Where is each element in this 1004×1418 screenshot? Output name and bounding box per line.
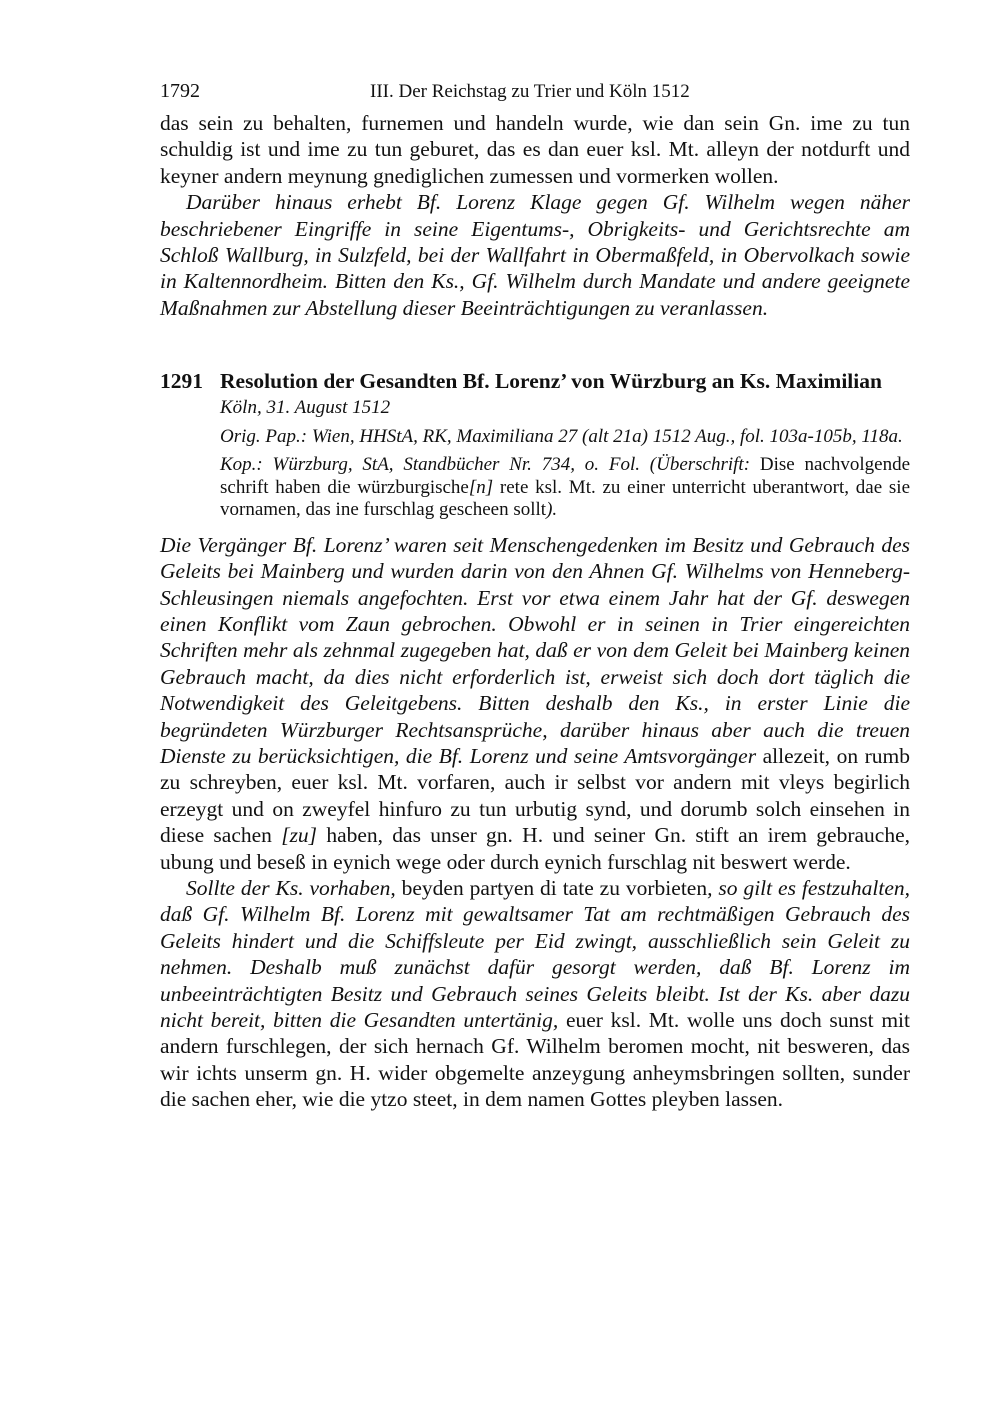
body-summary-2b: , so gilt es festzuhalten, daß Gf. Wilhelm Bf. Lorenz mit gewaltsamer Tat am rechtmäßigen Gebrauch des Geleits hindert und die Schiffsleute per Eid zwingt, ausschließlich sein Geleit zu nehmen. Deshalb muß zunächst dafür gesorgt werden, daß Bf. Lorenz im unbeeinträchtigten Besitz und Gebrauch seines Geleits bleibt. Ist der Ks. aber dazu nicht bereit, bitten die Gesandten untertänig, bbox=[160, 876, 910, 1033]
entry-number: 1291 bbox=[160, 369, 203, 394]
entry-heading bbox=[160, 367, 910, 395]
intro-paragraph: das sein zu behalten, furnemen und handeln wurde, wie dan sein Gn. ime zu tun schuldig ist und ime zu tun geburet, das es dan euer ksl. Mt. alleyn der notdurft und keyner andern meynung gnediglichen zumessen und vormerken wollen. bbox=[160, 111, 910, 188]
running-title: III. Der Reichstag zu Trier und Köln 1512 bbox=[370, 81, 690, 102]
body-quote-1a: allezeit, on rumb zu schreyben, euer ksl. Mt. vorfaren, auch ir selbst vor andern mit vleys begirlich erzeygt und on zweyfel hinfuro zu tun urbutig synd, und dorumb solch einsehen in diese sachen bbox=[160, 744, 910, 848]
intro-summary: Darüber hinaus erhebt Bf. Lorenz Klage gegen Gf. Wilhelm wegen näher beschriebener Eingriffe in seine Eigentums-, Obrigkeits- und Gerichtsrechte am Schloß Wallburg, in Sulzfeld, bei der Wallfahrt in Obermaßfeld, in Obervolkach sowie in Kaltennordheim. Bitten den Ks., Gf. Wilhelm durch Mandate und andere geeignete Maßnahmen zur Abstellung dieser Beeinträchtigungen zu veranlassen. bbox=[160, 190, 910, 320]
body-paragraph-1 bbox=[160, 532, 910, 875]
copy-source bbox=[220, 454, 910, 522]
entry-date: Köln, 31. August 1512 bbox=[220, 397, 391, 419]
body-quote-2b: euer ksl. Mt. wolle uns doch sunst mit andern furschlegen, der sich hernach Gf. Wilhelm beromen mocht, nit besweren, das wir ichts unserm gn. H. wider obgemelte anzeygung anheymsbringen sollten, sunder die sachen eher, wie die ytzo steet, in dem namen Gottes pleyben lassen. bbox=[160, 1008, 910, 1112]
body-summary-1: Die Vergänger Bf. Lorenz’ waren seit Menschengedenken im Besitz und Gebrauch des Geleits bei Mainberg und wurden darin von den Ahnen Gf. Wilhelms von Henneberg-Schleusingen niemals angefochten. Erst vor etwa einem Jahr hat der Gf. deswegen einen Konflikt vom Zaun gebrochen. Obwohl er in seinen in Trier eingereichten Schriften mehr als zehnmal zugegeben hat, daß er von dem Geleit bei Mainberg keinen Gebrauch macht, da dies nicht erforderlich ist, erweist sich doch dort täglich die Notwendigkeit des Geleitgebens. Bitten deshalb den Ks., in erster Linie die begründeten Würzburger Rechtsansprüche, darüber hinaus aber auch die treuen Dienste zu berücksichtigen, die Bf. Lorenz und seine Amtsvorgänger bbox=[160, 532, 910, 768]
body-paragraph-2 bbox=[160, 875, 910, 1113]
entry-metadata bbox=[220, 397, 910, 522]
original-source: Orig. Pap.: Wien, HHStA, RK, Maximiliana 27 (alt 21a) 1512 Aug., fol. 103a-105b, 118a. bbox=[220, 425, 903, 447]
document-page bbox=[160, 78, 910, 1113]
copy-source-label: Kop.: Würzburg, StA, Standbücher Nr. 734, o. Fol. (Überschrift: bbox=[220, 454, 751, 476]
body-quote-1b: haben, das unser gn. H. und seiner Gn. stift an irem gebrauche, ubung und beseß in eynich wege oder durch eynich furschlag nit beswert werde. bbox=[160, 823, 910, 874]
copy-closing: ). bbox=[546, 499, 558, 521]
entry-title: Resolution der Gesandten Bf. Lorenz’ von Würzburg an Ks. Maximilian bbox=[220, 369, 882, 394]
page-number: 1792 bbox=[160, 80, 200, 102]
copy-heading-text: Dise nachvolgende schrift haben die würzburgische bbox=[220, 454, 910, 498]
copy-heading-text-cont: rete ksl. Mt. zu einer unterricht uberantwort, dae sie vornamen, das ine furschlag gescheen sollt bbox=[220, 476, 910, 521]
copy-editorial-insert: [n] bbox=[468, 476, 494, 498]
body-quote-2a: beyden partyen di tate zu vorbieten bbox=[395, 876, 708, 901]
body-summary-2a: Sollte der Ks. vorhaben, bbox=[186, 876, 396, 901]
body-editorial-zu: [zu] bbox=[281, 823, 318, 848]
running-head bbox=[160, 78, 910, 110]
section-gap bbox=[160, 321, 910, 367]
